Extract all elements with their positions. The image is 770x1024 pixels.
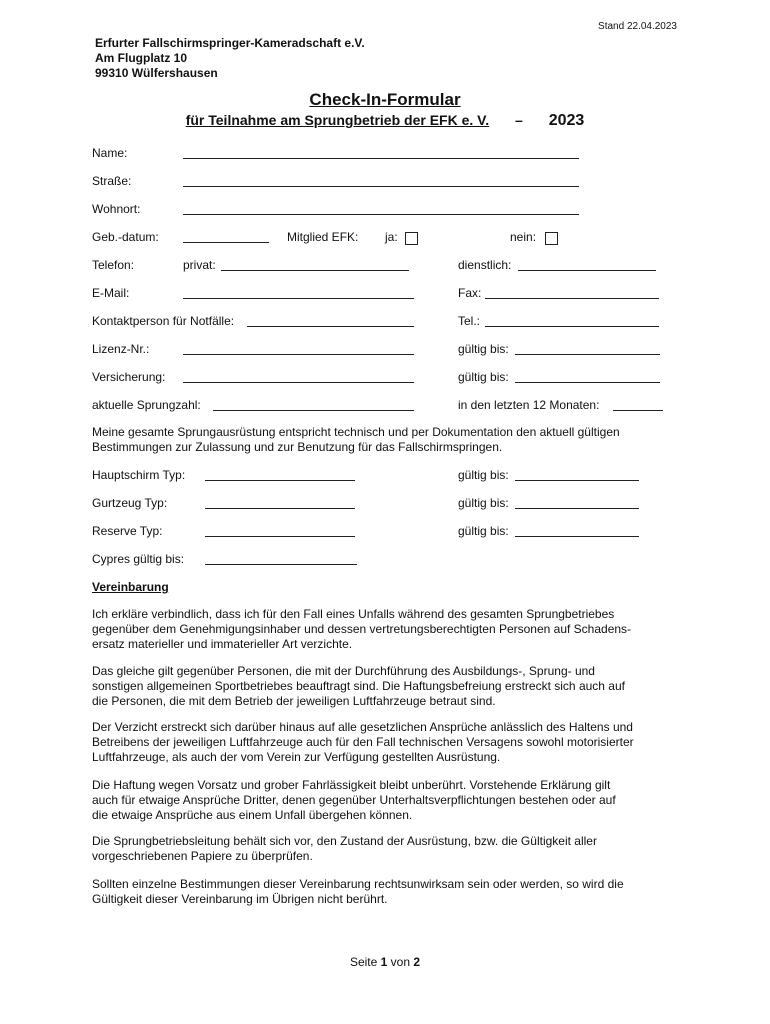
paragraph-line: die Personen, die mit dem Betrieb der jeweiligen Luftfahrzeuge betraut sind. <box>92 694 496 708</box>
jump-count-field[interactable] <box>213 410 414 411</box>
paragraph-line: die etwaige Ansprüche aus einem Unfall übergehen können. <box>92 808 413 822</box>
name-label: Name: <box>92 146 128 160</box>
street-field[interactable] <box>183 186 579 187</box>
paragraph-line: Das gleiche gilt gegenüber Personen, die mit der Durchführung des Ausbildungs-, Sprung- und <box>92 664 595 678</box>
paragraph-line: Die Sprungbetriebsleitung behält sich vor, den Zustand der Ausrüstung, bzw. die Gültigkeit aller <box>92 834 597 848</box>
paragraph <box>92 720 682 765</box>
phone-work-field[interactable] <box>518 270 656 271</box>
license-label: Lizenz-Nr.: <box>92 342 150 356</box>
document-date: Stand 22.04.2023 <box>598 21 677 32</box>
reserve-label: Reserve Typ: <box>92 524 163 538</box>
emergency-tel-label: Tel.: <box>458 314 481 328</box>
member-yes-label: ja: <box>385 230 398 244</box>
paragraph-line: auch für etwaige Ansprüche Dritter, denen gegenüber Unterhaltsverpflichtungen bestehen oder auf <box>92 793 616 807</box>
paragraph-line: Betreibens der jeweiligen Luftfahrzeuge auch für den Fall technischen Versagens sowohl motorisierter <box>92 735 634 749</box>
section-title: Vereinbarung <box>92 580 169 594</box>
recent-jumps-field[interactable] <box>613 410 663 411</box>
insurance-valid-field[interactable] <box>515 382 660 383</box>
main-canopy-valid-field[interactable] <box>515 480 639 481</box>
license-valid-label: gültig bis: <box>458 342 509 356</box>
city-field[interactable] <box>183 214 579 215</box>
phone-private-label: privat: <box>183 258 216 272</box>
reserve-field[interactable] <box>205 536 355 537</box>
harness-label: Gurtzeug Typ: <box>92 496 168 510</box>
harness-valid-label: gültig bis: <box>458 496 509 510</box>
member-no-checkbox[interactable] <box>545 232 558 245</box>
cypres-label: Cypres gültig bis: <box>92 552 185 566</box>
insurance-label: Versicherung: <box>92 370 166 384</box>
paragraph <box>92 664 682 709</box>
paragraph-line: gegenüber dem Genehmigungsinhaber und dessen vertretungsberechtigten Personen auf Schadens- <box>92 622 632 636</box>
equipment-statement <box>92 425 682 455</box>
club-city: 99310 Wülfershausen <box>95 66 218 80</box>
subtitle-year: 2023 <box>548 112 585 129</box>
page-current: 1 <box>380 955 388 969</box>
jump-count-label: aktuelle Sprungzahl: <box>92 398 201 412</box>
birthdate-field[interactable] <box>183 242 269 243</box>
club-name: Erfurter Fallschirmspringer-Kameradschaft e.V. <box>95 36 365 50</box>
phone-work-label: dienstlich: <box>458 258 512 272</box>
form-title: Check-In-Formular <box>309 90 461 109</box>
paragraph-line: Luftfahrzeuge, als auch der vom Verein zur Verfügung gestellten Ausrüstung. <box>92 750 501 764</box>
paragraph-line: Der Verzicht erstreckt sich darüber hinaus auf alle gesetzlichen Ansprüche anlässlich des Haltens und <box>92 720 633 734</box>
paragraph-line: ersatz materieller und immaterieller Art verzichte. <box>92 637 353 651</box>
paragraph <box>92 778 682 823</box>
paragraph-line: vorgeschriebenen Papiere zu überprüfen. <box>92 849 313 863</box>
statement-line: Bestimmungen zur Zulassung und zur Benutzung für das Fallschirmspringen. <box>92 440 503 454</box>
harness-valid-field[interactable] <box>515 508 639 509</box>
street-label: Straße: <box>92 174 132 188</box>
fax-field[interactable] <box>485 298 659 299</box>
insurance-field[interactable] <box>183 382 414 383</box>
paragraph <box>92 607 682 652</box>
page-prefix: Seite <box>349 955 378 969</box>
emergency-contact-label: Kontaktperson für Notfälle: <box>92 314 235 328</box>
paragraph-line: Die Haftung wegen Vorsatz und grober Fahrlässigkeit bleibt unberührt. Vorstehende Erklärung gilt <box>92 778 611 792</box>
page-number <box>0 955 770 969</box>
club-street: Am Flugplatz 10 <box>95 51 188 65</box>
page-mid: von <box>390 955 411 969</box>
fax-label: Fax: <box>458 286 482 300</box>
main-canopy-field[interactable] <box>205 480 355 481</box>
form-subtitle <box>0 112 770 130</box>
subtitle-dash: – <box>515 112 523 128</box>
member-label: Mitglied EFK: <box>287 230 359 244</box>
cypres-field[interactable] <box>205 564 357 565</box>
insurance-valid-label: gültig bis: <box>458 370 509 384</box>
name-field[interactable] <box>183 158 579 159</box>
city-label: Wohnort: <box>92 202 141 216</box>
paragraph <box>92 877 682 907</box>
member-yes-checkbox[interactable] <box>405 232 418 245</box>
license-field[interactable] <box>183 354 414 355</box>
license-valid-field[interactable] <box>515 354 660 355</box>
reserve-valid-field[interactable] <box>515 536 639 537</box>
page-total: 2 <box>413 955 421 969</box>
email-field[interactable] <box>183 298 414 299</box>
reserve-valid-label: gültig bis: <box>458 524 509 538</box>
subtitle-text: für Teilnahme am Sprungbetrieb der EFK e. V. <box>185 112 490 128</box>
paragraph-line: Gültigkeit dieser Vereinbarung im Übrigen nicht berührt. <box>92 892 388 906</box>
main-canopy-label: Hauptschirm Typ: <box>92 468 186 482</box>
emergency-contact-field[interactable] <box>247 326 414 327</box>
main-canopy-valid-label: gültig bis: <box>458 468 509 482</box>
statement-line: Meine gesamte Sprungausrüstung entspricht technisch und per Dokumentation den aktuell gültigen <box>92 425 620 439</box>
paragraph <box>92 834 682 864</box>
paragraph-line: Sollten einzelne Bestimmungen dieser Vereinbarung rechtsunwirksam sein oder werden, so wird die <box>92 877 624 891</box>
phone-private-field[interactable] <box>221 270 409 271</box>
emergency-tel-field[interactable] <box>485 326 659 327</box>
phone-label: Telefon: <box>92 258 135 272</box>
birthdate-label: Geb.-datum: <box>92 230 159 244</box>
recent-jumps-label: in den letzten 12 Monaten: <box>458 398 600 412</box>
harness-field[interactable] <box>205 508 355 509</box>
paragraph-line: Ich erkläre verbindlich, dass ich für den Fall eines Unfalls während des gesamten Sprungbetriebes <box>92 607 615 621</box>
member-no-label: nein: <box>510 230 537 244</box>
email-label: E-Mail: <box>92 286 130 300</box>
paragraph-line: sonstigen allgemeinen Sportbetriebes beauftragt sind. Die Haftungsbefreiung erstreckt sich auch auf <box>92 679 625 693</box>
